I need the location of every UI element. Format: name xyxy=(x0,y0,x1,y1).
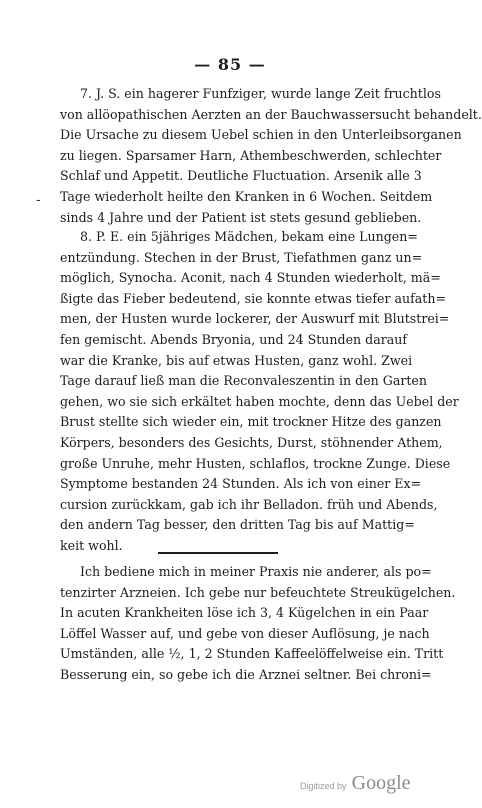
text-line: Die Ursache zu diesem Uebel schien in den Unterleibsorganen xyxy=(60,127,462,143)
text-line: war die Kranke, bis auf etwas Husten, ganz wohl. Zwei xyxy=(60,352,413,368)
text-line: sinds 4 Jahre und der Patient ist stets gesund geblieben. xyxy=(60,209,422,225)
text-line: Tage wiederholt heilte den Kranken in 6 Wochen. Seitdem xyxy=(60,188,433,204)
section-divider xyxy=(158,552,278,554)
text-line: Symptome bestanden 24 Stunden. Als ich von einer Ex= xyxy=(60,476,422,492)
text-line: Körpers, besonders des Gesichts, Durst, stöhnender Athem, xyxy=(60,434,443,450)
margin-mark: - xyxy=(36,192,41,208)
paragraph-case-7 xyxy=(60,84,482,228)
text-line: Ich bediene mich in meiner Praxis nie anderer, als po= xyxy=(80,564,432,579)
text-line: zu liegen. Sparsamer Harn, Athembeschwerden, schlechter xyxy=(60,147,442,163)
text-line: entzündung. Stechen in der Brust, Tiefathmen ganz un= xyxy=(60,249,423,265)
text-line: tenzirter Arzneien. Ich gebe nur befeuchtete Streukügelchen. xyxy=(60,584,456,600)
paragraph-practice-notes xyxy=(60,562,456,686)
text-line: Brust stellte sich wieder ein, mit trockner Hitze des ganzen xyxy=(60,414,442,430)
text-line: ßigte das Fieber bedeutend, sie konnte etwas tiefer aufath= xyxy=(60,290,447,306)
text-line: In acuten Krankheiten löse ich 3, 4 Kügelchen in ein Paar xyxy=(60,605,429,621)
text-line: keit wohl. xyxy=(60,537,123,553)
text-line: Umständen, alle ½, 1, 2 Stunden Kaffeelöffelweise ein. Tritt xyxy=(60,646,444,662)
text-line: 7. J. S. ein hagerer Funfziger, wurde lange Zeit fruchtlos xyxy=(80,86,441,101)
digitized-by-google-watermark xyxy=(300,772,411,795)
text-line: große Unruhe, mehr Husten, schlaflos, trockne Zunge. Diese xyxy=(60,455,451,471)
google-logo: Google xyxy=(351,772,411,794)
watermark-prefix: Digitized by xyxy=(300,781,347,791)
text-line: Schlaf und Appetit. Deutliche Fluctuation. Arsenik alle 3 xyxy=(60,168,422,184)
text-line: möglich, Synocha. Aconit, nach 4 Stunden wiederholt, mä= xyxy=(60,270,441,286)
page-number: — 85 — xyxy=(194,55,266,74)
text-line: von allöopathischen Aerzten an der Bauchwassersucht behandelt. xyxy=(60,106,482,122)
text-line: Besserung ein, so gebe ich die Arznei seltner. Bei chroni= xyxy=(60,666,432,682)
text-line: fen gemischt. Abends Bryonia, und 24 Stunden darauf xyxy=(60,331,408,347)
paragraph-case-8 xyxy=(60,227,459,557)
text-line: gehen, wo sie sich erkältet haben mochte, denn das Uebel der xyxy=(60,393,459,409)
text-line: den andern Tag besser, den dritten Tag bis auf Mattig= xyxy=(60,517,415,533)
text-line: Tage darauf ließ man die Reconvaleszentin in den Garten xyxy=(60,373,427,389)
text-line: Löffel Wasser auf, und gebe von dieser Auflösung, je nach xyxy=(60,625,430,641)
text-line: men, der Husten wurde lockerer, der Auswurf mit Blutstrei= xyxy=(60,311,450,327)
text-line: 8. P. E. ein 5jähriges Mädchen, bekam eine Lungen= xyxy=(80,229,418,244)
text-line: cursion zurückkam, gab ich ihr Belladon. früh und Abends, xyxy=(60,496,438,512)
